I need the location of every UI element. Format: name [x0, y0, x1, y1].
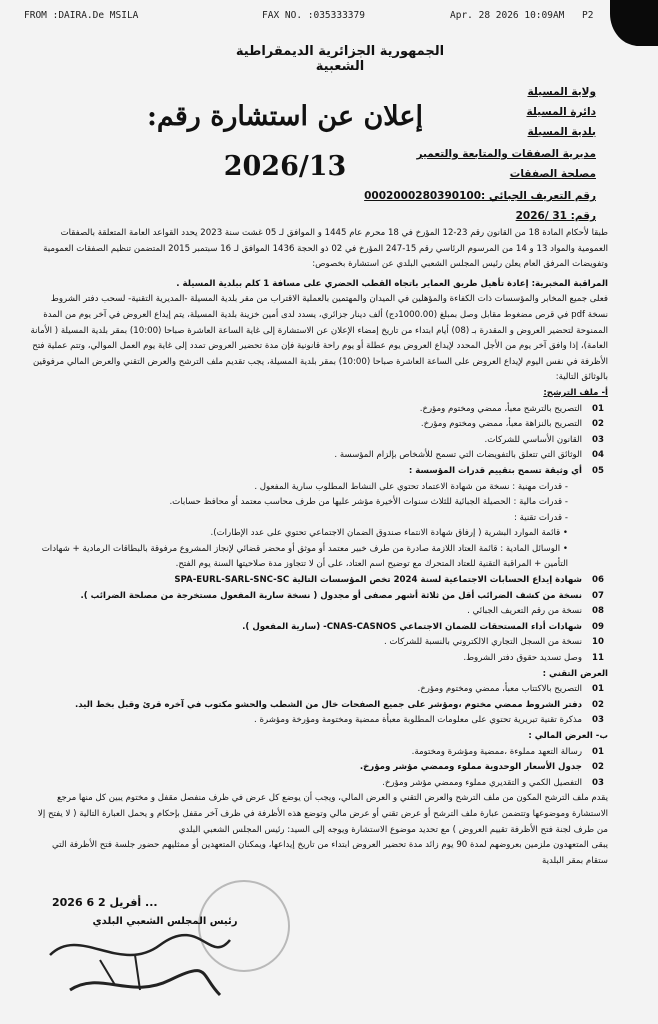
- list-item: 03مذكرة تقنية تبريرية تحتوي على معلومات المطلوبة معبأة ممضية ومختومة ومؤرخة ومؤشرة .: [254, 715, 604, 726]
- daira-line: دائرة المسيلة: [526, 106, 596, 118]
- capacity-item: • الوسائل المادية : قائمة العتاد اللازمة صادرة من طرف خبير معتمد أو موثق أو محضر قضائي لإنجاز المشروع مرفوقة بالبطاقات الرمادية + شهادات التأمين + المراقبة التقنية للعتاد المتحرك مع توضيح اسم العتاد، على أن لا تتجاوز مدة صلاحيتها السنة يوم الفتح.: [41, 543, 568, 570]
- list-item: 02التصريح بالنزاهة معبأ، ممضي ومختوم ومؤرخ.: [420, 419, 604, 430]
- capacity-item: - قدرات مالية : الحصيلة الجبائية للثلاث سنوات الأخيرة مؤشر عليها من طرف محاسب معتمد أو محافظ حسابات.: [169, 497, 568, 508]
- fax-header: [0, 10, 658, 24]
- tax-id: رقم التعريف الجبائي :0002000280390100: [364, 190, 596, 202]
- capacity-item: • قائمة الموارد البشرية ( إرفاق شهادة الانتماء صندوق الضمان الاجتماعي تحتوي على عدد الإطارات).: [210, 528, 568, 539]
- list-item: 01رسالة التعهد مملوءة ،ممضية ومؤشرة ومختومة.: [411, 746, 604, 757]
- list-item: 09شهادات أداء المستحقات للضمان الاجتماعي CNAS-CASNOS- (سارية المفعول ).: [242, 621, 604, 632]
- instructions-paragraph: فعلى جميع المخابر والمؤسسات ذات الكفاءة والمؤهلين في الميدان والمهتمين بالعملية الاقتراب من مقر بلدية المسيلة -المديرية التقنية- لسحب دفتر الشروط نسخة pdf في قرص مضغوط مقابل وصل بمبلغ (1000.00دج) ألف دينار جزائري، يسدد لدى أمين خزينة بلدية المسيلة، يتم إيداع العروض في آخر يوم من المدة الممنوحة لتحضير العروض و المقدرة بـ (08) أيام ابتداء من تاريخ إمضاء الإعلان عن الاستشارة إلى غاية الساعة العاشرة صباحا (10:00) بمقر بلدية المسيلة ( الأمانة العامة)، إذا وافق آخر يوم من الأجل المحدد لإيداع العروض يوم عطلة أو يوم راحة قانونية فإن مدة تحضير العروض تمدد إلى غاية يوم العمل الموالي، وتتم عملية فتح الأظرفة في نفس اليوم لإيداع العروض على الساعة العاشرة صباحا (10:00) بمقر بلدية المسيلة، يجب تقديم ملف الترشح والعرض التقني والعرض المالي مرفوقين بالوثائق التالية:: [30, 294, 608, 383]
- directorate-line: مديرية الصفقات والمتابعة والتعمير: [416, 148, 596, 160]
- list-item: 06شهادة إيداع الحسابات الاجتماعية لسنة 2024 تخص المؤسسات التالية SPA-EURL-SARL-SNC-SC: [174, 575, 604, 586]
- fax-from: FROM :DAIRA.De MSILA: [24, 10, 139, 21]
- announcement-body: [28, 226, 608, 869]
- handwritten-signature: [40, 915, 240, 1005]
- wilaya-line: ولاية المسيلة: [527, 86, 596, 98]
- signature-title: رئيس المجلس الشعبي البلدي: [92, 916, 238, 927]
- list-item: 08نسخة من رقم التعريف الجبائي .: [467, 606, 604, 617]
- list-item: 01التصريح بالاكتتاب معبأ، ممضي ومختوم ومؤرخ.: [417, 684, 604, 695]
- list-item: 01التصريح بالترشح معبأ، ممضي ومختوم ومؤرخ.: [419, 403, 604, 414]
- list-item: 03القانون الأساسي للشركات.: [484, 434, 604, 445]
- fax-page: P2: [582, 10, 594, 21]
- ink-blot: [610, 0, 658, 46]
- list-item: 02جدول الأسعار الوحدوية مملوء وممضي مؤشر ومؤرخ.: [359, 762, 604, 773]
- subject-line: المراقبة المخبرية: إعادة تأهيل طريق العماير باتجاه القطب الحضري على مسافة 1 كلم ببلدية المسيلة .: [176, 278, 608, 289]
- list-item: 02دفتر الشروط ممضي مختوم ،ومؤشر على جميع الصفحات خال من الشطب والحشو مكتوب في آخره قرئ وقبل بخط اليد.: [74, 699, 604, 710]
- service-line: مصلحة الصفقات: [509, 168, 596, 180]
- section-technical: العرض التقني :: [542, 668, 608, 679]
- list-item: 10نسخة من السجل التجاري الالكتروني بالنسبة للشركات .: [383, 637, 604, 648]
- republic-heading: الجمهورية الجزائرية الديمقراطية الشعبية: [235, 44, 445, 74]
- list-item: 03التفصيل الكمي و التقديري مملوء وممضي مؤشر ومؤرخ.: [382, 777, 604, 788]
- section-financial: ب- العرض المالي :: [528, 731, 608, 741]
- list-item: 11وصل تسديد حقوق دفتر الشروط.: [463, 653, 604, 664]
- commune-line: بلدية المسيلة: [527, 126, 596, 138]
- reference-number: رقم: 31 /2026: [515, 210, 596, 222]
- capacity-item: - قدرات مهنية : نسخة من شهادة الاعتماد تحتوي على النشاط المطلوب سارية المفعول .: [254, 481, 568, 492]
- list-item: 07نسخة من كشف الضرائب أقل من ثلاثة أشهر مصفى أو مجدول ( نسخة سارية المفعول مستخرجة من مصلحة الضرائب ).: [80, 590, 604, 601]
- list-item: 05أي وثيقة تسمح بتقييم قدرات المؤسسة :: [408, 465, 604, 476]
- list-item: 04الوثائق التي تتعلق بالتفويضات التي تسمح للأشخاص بإلزام المؤسسة .: [334, 450, 604, 461]
- submission-paragraph: يقدم ملف الترشح المكون من ملف الترشح والعرض التقني و العرض المالي، ويجب أن يوضع كل عرض في ظرف منفصل مقفل و مختوم يبين كل منها مرجع الاستشارة وموضوعها وتتضمن عبارة ملف الترشح أو عرض تقني أو عرض مالي وتوضع هذه الأظرفة في ظرف آخر مقفل بإحكام و يحمل العبارة التالية ( لا يفتح إلا من طرف لجنة فتح الأظرفة تقييم العروض ) مع تحديد موضوع الاستشارة ويوجه إلى السيد: رئيس المجلس الشعبي البلدي: [37, 793, 608, 835]
- capacity-item: - قدرات تقنية :: [514, 512, 568, 523]
- section-candidacy: أ- ملف الترشح:: [543, 387, 608, 398]
- intro-paragraph: طبقا لأحكام المادة 18 من القانون رقم 23-12 المؤرخ في 18 محرم عام 1445 و الموافق لـ 05 غشت سنة 2023 يحدد القواعد العامة المتعلقة بالصفقات العمومية والمواد 13 و 14 من المرسوم الرئاسي رقم 15-247 المؤرخ في 02 ذو الحجة 1436 الموافق لـ 16 سبتمبر 2015 المتضمن تنظيم الصفقات العمومية وتفويضات المرفق العام يعلن رئيس المجلس الشعبي البلدي عن استشارة بخصوص:: [43, 228, 608, 270]
- validity-paragraph: يبقى المتعهدون ملزمين بعروضهم لمدة 90 يوم زائد مدة تحضير العروض ابتداء من تاريخ إيداعها، ويمكنان المتعهدين أو ممثليهم حضور جلسة فتح الأظرفة التي ستقام بمقر البلدية: [51, 840, 608, 866]
- fax-date: Apr. 28 2026 10:09AM: [450, 10, 565, 21]
- fax-number: FAX NO. :035333379: [262, 10, 365, 21]
- page-title: إعلان عن استشارة رقم: 2026/13: [146, 101, 424, 182]
- signature-date: 2026 أفريل 2 6 ...: [52, 896, 158, 909]
